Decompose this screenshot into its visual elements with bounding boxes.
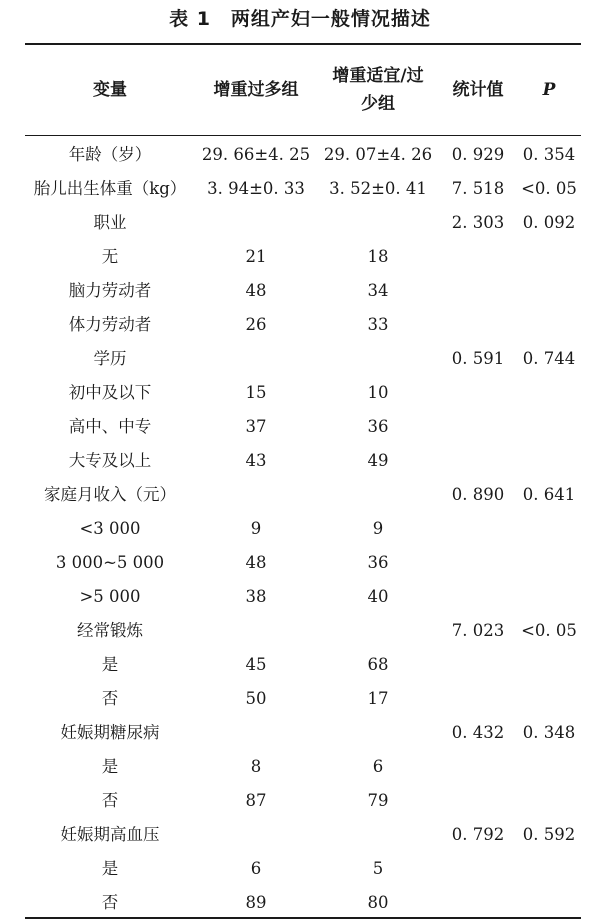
variable-cell: >5 000 bbox=[79, 587, 141, 606]
p-value-cell bbox=[517, 444, 581, 478]
p-value-cell bbox=[517, 852, 581, 886]
variable-cell: 否 bbox=[101, 791, 119, 810]
appropriate-group-cell: 6 bbox=[372, 757, 384, 776]
statistic-cell bbox=[439, 308, 517, 342]
table-row bbox=[25, 172, 581, 206]
header-variable: 变量 bbox=[93, 80, 127, 100]
excess-group-cell: 38 bbox=[245, 587, 267, 606]
excess-group-cell: 48 bbox=[245, 281, 267, 300]
appropriate-group-cell bbox=[317, 716, 439, 750]
excess-group-cell bbox=[195, 478, 317, 512]
p-value-cell bbox=[517, 580, 581, 614]
table-row bbox=[25, 580, 581, 614]
appropriate-group-cell: 36 bbox=[367, 417, 389, 436]
excess-group-cell bbox=[195, 342, 317, 376]
p-value-cell bbox=[517, 784, 581, 818]
p-value-cell: 0. 641 bbox=[522, 485, 576, 504]
variable-cell: 经常锻炼 bbox=[77, 621, 143, 640]
header-appropriate-group: 增重适宜/过少组 bbox=[332, 66, 424, 114]
appropriate-group-cell: 40 bbox=[367, 587, 389, 606]
statistic-cell: 0. 591 bbox=[451, 349, 505, 368]
table-row bbox=[25, 240, 581, 274]
p-value-cell bbox=[517, 682, 581, 716]
appropriate-group-cell: 17 bbox=[367, 689, 389, 708]
p-value-cell: 0. 744 bbox=[522, 349, 576, 368]
p-value-cell: 0. 092 bbox=[522, 213, 576, 232]
statistic-cell bbox=[439, 274, 517, 308]
excess-group-cell: 29. 66±4. 25 bbox=[201, 145, 311, 164]
statistic-cell bbox=[439, 580, 517, 614]
p-value-cell bbox=[517, 240, 581, 274]
p-value-cell bbox=[517, 886, 581, 920]
statistic-cell bbox=[439, 410, 517, 444]
excess-group-cell: 3. 94±0. 33 bbox=[207, 179, 305, 198]
appropriate-group-cell: 49 bbox=[367, 451, 389, 470]
statistic-cell bbox=[439, 852, 517, 886]
table-row bbox=[25, 648, 581, 682]
p-value-cell bbox=[517, 750, 581, 784]
variable-cell: 是 bbox=[101, 859, 119, 878]
variable-cell: 无 bbox=[101, 247, 119, 266]
statistic-cell: 0. 792 bbox=[451, 825, 505, 844]
p-value-cell: <0. 05 bbox=[521, 621, 577, 640]
table-row bbox=[25, 682, 581, 716]
table-row bbox=[25, 818, 581, 852]
excess-group-cell: 8 bbox=[250, 757, 262, 776]
statistic-cell bbox=[439, 240, 517, 274]
statistic-cell: 2. 303 bbox=[451, 213, 505, 232]
appropriate-group-cell: 10 bbox=[367, 383, 389, 402]
statistic-cell bbox=[439, 750, 517, 784]
bottom-rule bbox=[25, 917, 581, 919]
appropriate-group-cell: 3. 52±0. 41 bbox=[329, 179, 427, 198]
table-row bbox=[25, 444, 581, 478]
excess-group-cell: 21 bbox=[245, 247, 267, 266]
p-value-cell bbox=[517, 274, 581, 308]
table-row bbox=[25, 138, 581, 172]
table-row bbox=[25, 308, 581, 342]
appropriate-group-cell bbox=[317, 342, 439, 376]
excess-group-cell bbox=[195, 614, 317, 648]
statistic-cell bbox=[439, 444, 517, 478]
appropriate-group-cell: 80 bbox=[367, 893, 389, 912]
statistic-cell bbox=[439, 784, 517, 818]
appropriate-group-cell: 68 bbox=[367, 655, 389, 674]
p-value-cell bbox=[517, 376, 581, 410]
table-row bbox=[25, 852, 581, 886]
statistic-cell bbox=[439, 376, 517, 410]
excess-group-cell: 15 bbox=[245, 383, 267, 402]
table-row bbox=[25, 376, 581, 410]
p-value-cell bbox=[517, 648, 581, 682]
p-value-cell: 0. 348 bbox=[522, 723, 576, 742]
statistic-cell bbox=[439, 886, 517, 920]
excess-group-cell: 43 bbox=[245, 451, 267, 470]
table-row bbox=[25, 614, 581, 648]
p-value-cell bbox=[517, 410, 581, 444]
excess-group-cell bbox=[195, 206, 317, 240]
p-value-cell bbox=[517, 308, 581, 342]
excess-group-cell: 26 bbox=[245, 315, 267, 334]
p-value-cell: <0. 05 bbox=[521, 179, 577, 198]
statistic-cell: 7. 023 bbox=[451, 621, 505, 640]
appropriate-group-cell: 36 bbox=[367, 553, 389, 572]
appropriate-group-cell: 5 bbox=[372, 859, 384, 878]
table-row bbox=[25, 546, 581, 580]
header-statistic: 统计值 bbox=[452, 80, 504, 100]
table-row bbox=[25, 716, 581, 750]
statistic-cell: 0. 929 bbox=[451, 145, 505, 164]
variable-cell: 否 bbox=[101, 893, 119, 912]
statistic-cell: 7. 518 bbox=[451, 179, 505, 198]
excess-group-cell bbox=[195, 818, 317, 852]
excess-group-cell: 87 bbox=[245, 791, 267, 810]
excess-group-cell bbox=[195, 716, 317, 750]
variable-cell: 胎儿出生体重（kg） bbox=[33, 179, 187, 198]
variable-cell: 年龄（岁） bbox=[68, 145, 152, 164]
p-value-cell: 0. 354 bbox=[522, 145, 576, 164]
variable-cell: 大专及以上 bbox=[68, 451, 152, 470]
variable-cell: 妊娠期糖尿病 bbox=[60, 723, 160, 742]
variable-cell: 职业 bbox=[93, 213, 127, 232]
statistic-cell bbox=[439, 512, 517, 546]
table-row bbox=[25, 512, 581, 546]
table-row bbox=[25, 206, 581, 240]
statistic-cell: 0. 432 bbox=[451, 723, 505, 742]
statistic-cell bbox=[439, 546, 517, 580]
appropriate-group-cell bbox=[317, 478, 439, 512]
variable-cell: 3 000~5 000 bbox=[55, 553, 165, 572]
appropriate-group-cell: 29. 07±4. 26 bbox=[323, 145, 433, 164]
variable-cell: 初中及以下 bbox=[68, 383, 152, 402]
variable-cell: 脑力劳动者 bbox=[68, 281, 152, 300]
p-value-cell bbox=[517, 546, 581, 580]
table-row bbox=[25, 342, 581, 376]
excess-group-cell: 9 bbox=[250, 519, 262, 538]
appropriate-group-cell: 79 bbox=[367, 791, 389, 810]
table-row bbox=[25, 274, 581, 308]
table-row bbox=[25, 410, 581, 444]
header-p: P bbox=[542, 80, 556, 100]
appropriate-group-cell bbox=[317, 206, 439, 240]
p-value-cell: 0. 592 bbox=[522, 825, 576, 844]
variable-cell: 家庭月收入（元） bbox=[44, 485, 176, 504]
appropriate-group-cell: 18 bbox=[367, 247, 389, 266]
excess-group-cell: 50 bbox=[245, 689, 267, 708]
statistic-cell bbox=[439, 648, 517, 682]
header-excess-group: 增重过多组 bbox=[213, 80, 299, 100]
excess-group-cell: 6 bbox=[250, 859, 262, 878]
variable-cell: 高中、中专 bbox=[68, 417, 152, 436]
table-title: 表 1 两组产妇一般情况描述 bbox=[169, 8, 431, 30]
variable-cell: 是 bbox=[101, 655, 119, 674]
table-row bbox=[25, 784, 581, 818]
variable-cell: 妊娠期高血压 bbox=[60, 825, 160, 844]
top-rule bbox=[25, 43, 581, 45]
excess-group-cell: 45 bbox=[245, 655, 267, 674]
header-rule bbox=[25, 135, 581, 136]
excess-group-cell: 48 bbox=[245, 553, 267, 572]
table-row bbox=[25, 478, 581, 512]
excess-group-cell: 37 bbox=[245, 417, 267, 436]
appropriate-group-cell bbox=[317, 614, 439, 648]
variable-cell: <3 000 bbox=[79, 519, 141, 538]
p-value-cell bbox=[517, 512, 581, 546]
table-row bbox=[25, 886, 581, 920]
statistic-cell: 0. 890 bbox=[451, 485, 505, 504]
appropriate-group-cell: 34 bbox=[367, 281, 389, 300]
variable-cell: 是 bbox=[101, 757, 119, 776]
appropriate-group-cell: 33 bbox=[367, 315, 389, 334]
variable-cell: 否 bbox=[101, 689, 119, 708]
table-body bbox=[25, 138, 581, 920]
variable-cell: 体力劳动者 bbox=[68, 315, 152, 334]
appropriate-group-cell bbox=[317, 818, 439, 852]
appropriate-group-cell: 9 bbox=[372, 519, 384, 538]
statistic-cell bbox=[439, 682, 517, 716]
table-row bbox=[25, 750, 581, 784]
excess-group-cell: 89 bbox=[245, 893, 267, 912]
variable-cell: 学历 bbox=[93, 349, 127, 368]
